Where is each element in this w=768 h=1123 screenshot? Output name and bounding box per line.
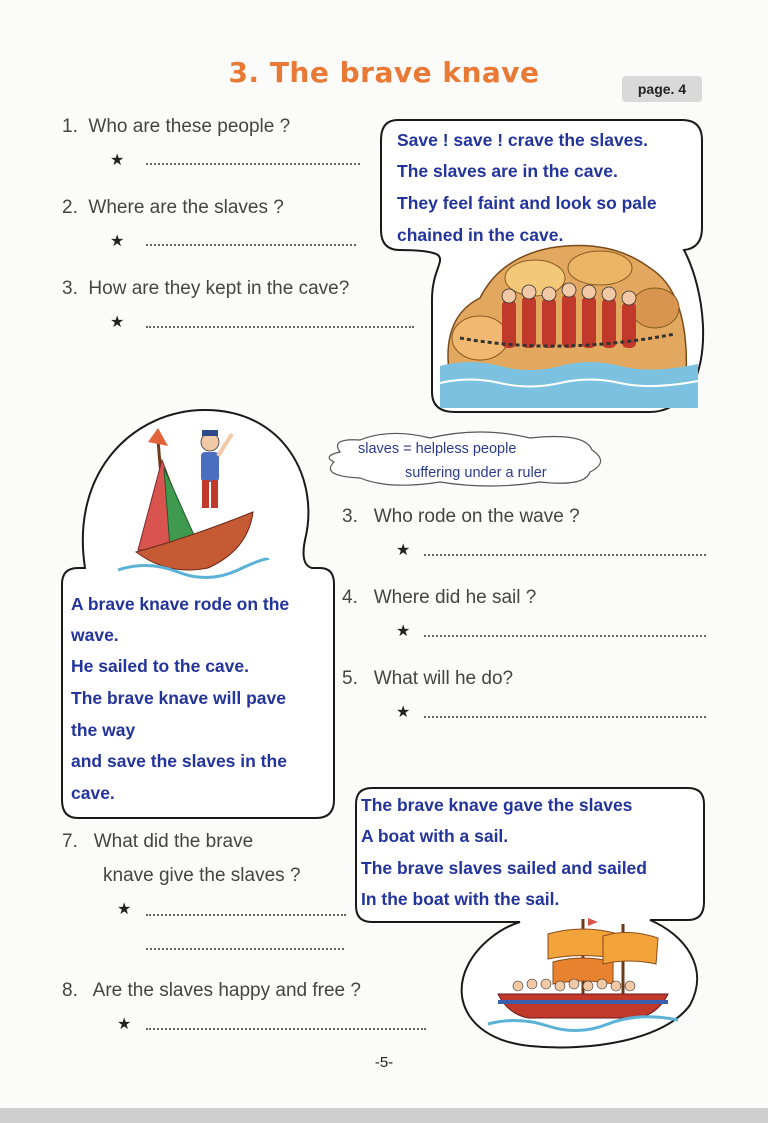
bubble-cave-line: The slaves are in the cave. bbox=[397, 161, 618, 181]
star-icon: ★ bbox=[396, 542, 411, 559]
boat-with-slaves-illustration bbox=[488, 914, 678, 1036]
bubble-knave-line: wave. bbox=[71, 625, 119, 645]
bubble-boat-line: A boat with a sail. bbox=[361, 826, 509, 846]
question-text: Where are the slaves ? bbox=[88, 197, 284, 218]
answer-line-8[interactable] bbox=[146, 1028, 426, 1030]
star-icon: ★ bbox=[396, 623, 411, 640]
star-icon: ★ bbox=[117, 901, 132, 918]
bubble-cave-line: chained in the cave. bbox=[397, 225, 564, 245]
bubble-boat-line: The brave knave gave the slaves bbox=[361, 795, 633, 815]
question-number: 2. bbox=[62, 197, 78, 218]
bubble-knave-line: cave. bbox=[71, 783, 115, 803]
star-icon: ★ bbox=[110, 314, 125, 331]
page-badge: page. 4 bbox=[622, 76, 702, 102]
bubble-knave-line: and save the slaves in the bbox=[71, 751, 287, 771]
question-text-line-1: What did the brave bbox=[93, 831, 254, 852]
question-text: Who are these people ? bbox=[88, 116, 291, 137]
question-number: 5. bbox=[342, 668, 358, 689]
question-number: 3. bbox=[342, 506, 358, 527]
bubble-cave-line: They feel faint and look so pale bbox=[397, 193, 657, 213]
bubble-knave-line: A brave knave rode on the bbox=[71, 594, 290, 614]
question-text: Where did he sail ? bbox=[373, 587, 537, 608]
bubble-knave-line: the way bbox=[71, 720, 136, 740]
question-number: 8. bbox=[62, 980, 78, 1001]
question-text: Are the slaves happy and free ? bbox=[92, 980, 361, 1001]
question-text: What will he do? bbox=[373, 668, 514, 689]
question-number: 1. bbox=[62, 116, 78, 137]
page-title: 3. The brave knave bbox=[228, 56, 540, 89]
bubble-cave-line: Save ! save ! crave the slaves. bbox=[397, 130, 649, 150]
star-icon: ★ bbox=[396, 704, 411, 721]
definition-line-1: slaves = helpless people bbox=[358, 441, 517, 457]
bubble-boat-line: The brave slaves sailed and sailed bbox=[361, 858, 647, 878]
question-7 bbox=[62, 831, 253, 853]
question-number: 3. bbox=[62, 278, 78, 299]
bubble-knave-line: The brave knave will pave bbox=[71, 688, 286, 708]
star-icon: ★ bbox=[110, 233, 125, 250]
question-8 bbox=[62, 980, 361, 1002]
answer-line-7b[interactable] bbox=[146, 948, 344, 950]
question-text: Who rode on the wave ? bbox=[373, 506, 580, 527]
definition-line-2: suffering under a ruler bbox=[405, 465, 547, 481]
question-number: 7. bbox=[62, 831, 78, 852]
question-7-line-2: knave give the slaves ? bbox=[103, 865, 301, 886]
star-icon: ★ bbox=[117, 1016, 132, 1033]
answer-line-7a[interactable] bbox=[146, 914, 346, 916]
bubble-knave-line: He sailed to the cave. bbox=[71, 656, 249, 676]
scan-edge bbox=[0, 1108, 768, 1123]
star-icon: ★ bbox=[110, 152, 125, 169]
page-number: -5- bbox=[374, 1054, 394, 1071]
question-number: 4. bbox=[342, 587, 358, 608]
bubble-boat-line: In the boat with the sail. bbox=[361, 889, 560, 909]
question-text: How are they kept in the cave? bbox=[88, 278, 350, 299]
